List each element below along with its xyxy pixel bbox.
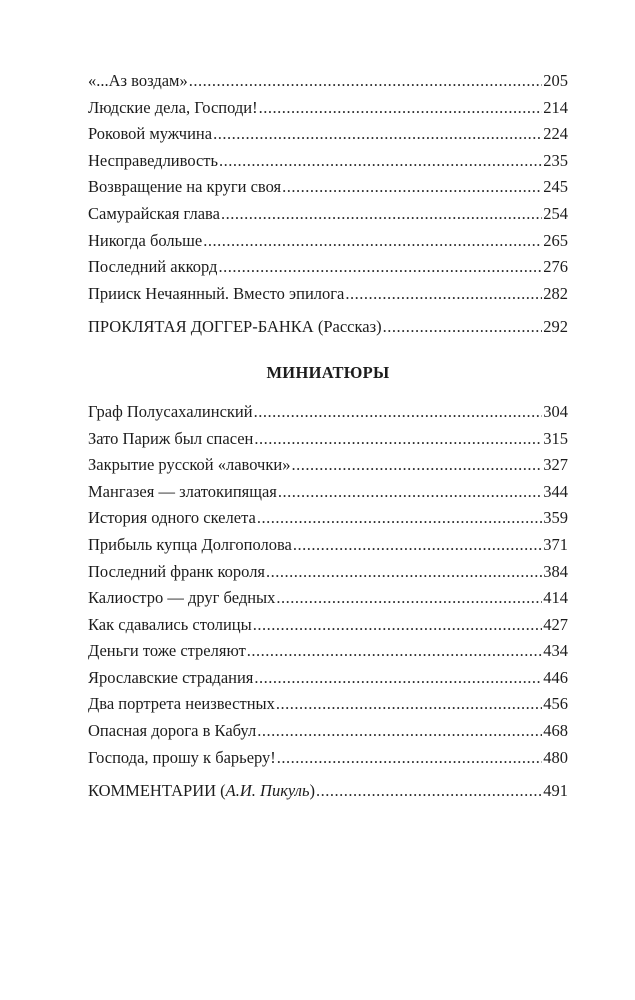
toc-entry-title xyxy=(88,778,315,805)
toc-entry-comments xyxy=(88,778,568,805)
toc-entry-title: Несправедливость xyxy=(88,150,219,170)
toc-entry xyxy=(88,505,568,532)
toc-entry xyxy=(88,399,568,426)
leader-dots xyxy=(203,228,542,255)
toc-entry-page: 359 xyxy=(543,508,568,528)
leader-dots xyxy=(345,281,542,308)
toc-entry-title: Опасная дорога в Кабул xyxy=(88,721,257,741)
toc-entry xyxy=(88,638,568,665)
toc-entry-title: Прииск Нечаянный. Вместо эпилога xyxy=(88,283,345,303)
toc-entry-title: Как сдавались столицы xyxy=(88,614,252,634)
toc-entry-title: Два портрета неизвестных xyxy=(88,694,275,714)
toc-entry xyxy=(88,665,568,692)
comments-author: А.И. Пикуль xyxy=(225,781,310,801)
leader-dots xyxy=(383,314,543,341)
toc-entry-page: 292 xyxy=(543,317,568,337)
leader-dots xyxy=(247,638,542,665)
leader-dots xyxy=(276,585,542,612)
toc-entry xyxy=(88,228,568,255)
toc-entry-title: Последний аккорд xyxy=(88,257,218,277)
leader-dots xyxy=(278,479,542,506)
leader-dots xyxy=(254,665,542,692)
toc-entry-title: «...Аз воздам» xyxy=(88,71,188,90)
toc-entry xyxy=(88,281,568,308)
toc-entry-page: 480 xyxy=(543,747,568,767)
toc-entry-title: Зато Париж был спасен xyxy=(88,428,254,448)
toc-entry-page: 468 xyxy=(543,721,568,741)
toc-entry-page: 304 xyxy=(543,401,568,421)
toc-entry xyxy=(88,68,568,95)
leader-dots xyxy=(291,452,542,479)
leader-dots xyxy=(254,426,542,453)
leader-dots xyxy=(266,559,542,586)
toc-entry-title: Деньги тоже стреляют xyxy=(88,641,246,661)
toc-entry-page: 344 xyxy=(543,481,568,501)
toc-entry-title: Господа, прошу к барьеру! xyxy=(88,747,276,767)
leader-dots xyxy=(316,778,542,805)
toc-entry-title: Никогда больше xyxy=(88,230,203,250)
toc-list-miniatures xyxy=(88,399,568,771)
toc-entry-title: Последний франк короля xyxy=(88,561,266,581)
leader-dots xyxy=(219,148,542,175)
toc-entry xyxy=(88,95,568,122)
leader-dots xyxy=(189,68,543,95)
leader-dots xyxy=(218,254,542,281)
leader-dots xyxy=(213,121,542,148)
toc-entry-page: 427 xyxy=(543,614,568,634)
comments-title-suffix: ) xyxy=(309,781,315,801)
toc-entry-page: 224 xyxy=(543,124,568,144)
toc-entry-page: 276 xyxy=(543,257,568,277)
toc-list-top xyxy=(88,68,568,307)
leader-dots xyxy=(253,612,543,639)
toc-entry xyxy=(88,201,568,228)
toc-entry-page: 446 xyxy=(543,667,568,687)
toc-entry-page: 414 xyxy=(543,588,568,608)
toc-entry-page: 282 xyxy=(543,283,568,303)
leader-dots xyxy=(282,174,542,201)
toc-entry-title: Закрытие русской «лавочки» xyxy=(88,455,291,475)
toc-entry xyxy=(88,121,568,148)
toc-entry xyxy=(88,559,568,586)
toc-entry-page: 456 xyxy=(543,694,568,714)
toc-entry xyxy=(88,612,568,639)
toc-entry xyxy=(88,479,568,506)
leader-dots xyxy=(293,532,542,559)
toc-entry xyxy=(88,745,568,772)
toc-entry-page: 315 xyxy=(543,428,568,448)
section-heading: МИНИАТЮРЫ xyxy=(266,362,390,382)
toc-entry xyxy=(88,585,568,612)
toc-entry xyxy=(88,426,568,453)
toc-entry-page: 245 xyxy=(543,177,568,197)
toc-entry-page: 434 xyxy=(543,641,568,661)
table-of-contents xyxy=(88,68,568,805)
toc-entry-story xyxy=(88,314,568,341)
leader-dots xyxy=(254,399,543,426)
toc-entry-page: 235 xyxy=(543,150,568,170)
leader-dots xyxy=(257,505,542,532)
toc-entry-title: История одного скелета xyxy=(88,508,256,528)
toc-entry xyxy=(88,254,568,281)
toc-entry-page: 384 xyxy=(543,561,568,581)
toc-entry-page: 205 xyxy=(543,71,568,90)
toc-entry-title: Роковой мужчина xyxy=(88,124,213,144)
toc-entry xyxy=(88,174,568,201)
toc-entry-page: 265 xyxy=(543,230,568,250)
toc-entry-title: Мангазея — златокипящая xyxy=(88,481,277,501)
toc-entry xyxy=(88,452,568,479)
toc-entry xyxy=(88,148,568,175)
leader-dots xyxy=(259,95,543,122)
toc-entry-title: Калиостро — друг бедных xyxy=(88,588,276,608)
leader-dots xyxy=(257,718,542,745)
toc-entry-page: 254 xyxy=(543,203,568,223)
toc-entry-page: 214 xyxy=(543,97,568,117)
toc-entry xyxy=(88,691,568,718)
toc-entry-title: Самурайская глава xyxy=(88,203,220,223)
leader-dots xyxy=(277,745,542,772)
toc-entry-page: 327 xyxy=(543,455,568,475)
leader-dots xyxy=(276,691,542,718)
toc-entry-page: 371 xyxy=(543,534,568,554)
toc-entry-title: Ярославские страдания xyxy=(88,667,254,687)
comments-title-prefix: КОММЕНТАРИИ ( xyxy=(88,781,226,801)
toc-entry-title: ПРОКЛЯТАЯ ДОГГЕР-БАНКА (Рассказ) xyxy=(88,317,382,337)
toc-entry-title: Прибыль купца Долгополова xyxy=(88,534,292,554)
toc-entry-title: Возвращение на круги своя xyxy=(88,177,282,197)
toc-entry-page: 491 xyxy=(543,781,568,801)
leader-dots xyxy=(221,201,542,228)
toc-entry xyxy=(88,532,568,559)
toc-entry-title: Людские дела, Господи! xyxy=(88,97,258,117)
toc-entry-title: Граф Полусахалинский xyxy=(88,401,253,421)
toc-entry xyxy=(88,718,568,745)
